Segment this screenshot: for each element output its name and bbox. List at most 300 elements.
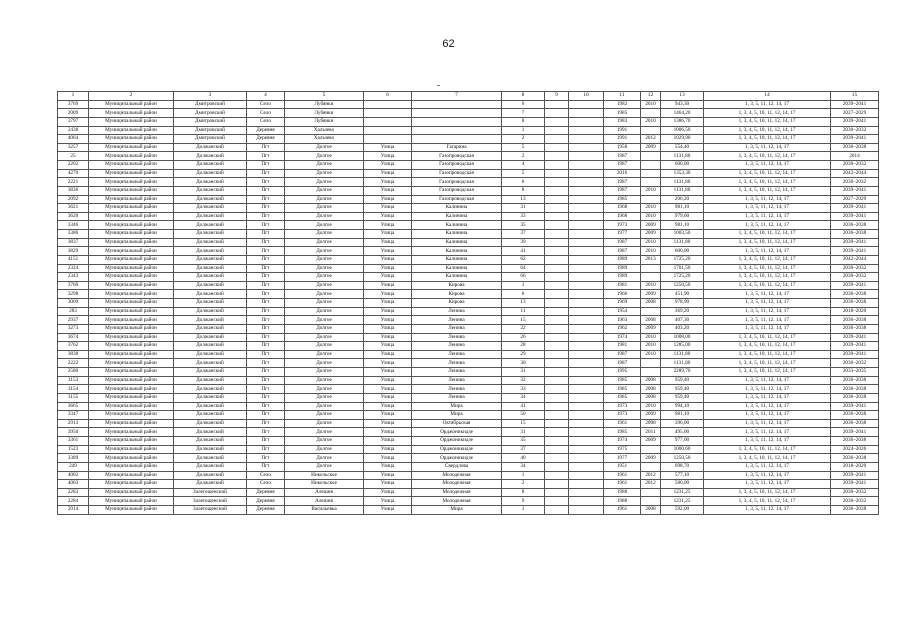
table-row bbox=[58, 143, 879, 152]
table-cell: 1, 3, 4, 5, 10, 11, 12, 14, 17 bbox=[704, 126, 831, 135]
table-cell: 2036–2038 bbox=[831, 143, 879, 152]
table-cell: 1951 bbox=[604, 462, 641, 471]
table-cell: Долгое bbox=[285, 428, 364, 437]
table-cell: 1974 bbox=[604, 437, 641, 446]
table-cell: 1968 bbox=[604, 212, 641, 221]
table-cell: 3836 bbox=[58, 186, 89, 195]
housing-register-table bbox=[57, 91, 879, 515]
table-cell: Муниципальный район bbox=[89, 376, 174, 385]
table-cell: 2010 bbox=[641, 204, 661, 213]
table-cell: 1, 3, 4, 5, 10, 11, 12, 14, 17 bbox=[704, 117, 831, 126]
table-cell: Муниципальный район bbox=[89, 221, 174, 230]
table-cell: 8 bbox=[502, 117, 545, 126]
table-cell: Ленина bbox=[412, 350, 502, 359]
table-cell: Долгое bbox=[285, 316, 364, 325]
table-cell: Село bbox=[247, 100, 285, 109]
table-cell: Должанский bbox=[174, 255, 247, 264]
table-cell: 13 bbox=[502, 299, 545, 308]
table-cell bbox=[545, 169, 569, 178]
table-cell: Ленина bbox=[412, 376, 502, 385]
table-cell: Калинина bbox=[412, 212, 502, 221]
table-cell bbox=[569, 454, 604, 463]
table-cell: Муниципальный район bbox=[89, 385, 174, 394]
table-cell bbox=[569, 135, 604, 144]
table-cell: Муниципальный район bbox=[89, 264, 174, 273]
table-cell: 3361 bbox=[58, 437, 89, 446]
table-cell: 592,00 bbox=[661, 506, 704, 515]
table-row bbox=[58, 480, 879, 489]
table-cell: Муниципальный район bbox=[89, 471, 174, 480]
table-cell: Пгт bbox=[247, 161, 285, 170]
table-cell: Улица bbox=[364, 342, 412, 351]
table-cell: 35 bbox=[502, 221, 545, 230]
table-cell: 37 bbox=[502, 230, 545, 239]
table-cell: Дмитровский bbox=[174, 100, 247, 109]
table-cell: Октябрьская bbox=[412, 419, 502, 428]
table-cell: Долгое bbox=[285, 186, 364, 195]
table-cell: 2039–2041 bbox=[831, 342, 879, 351]
table-cell: 2042–2044 bbox=[831, 169, 879, 178]
table-row bbox=[58, 324, 879, 333]
table-cell: Должанский bbox=[174, 428, 247, 437]
table-cell: 1, 3, 5, 11, 12, 14, 17 bbox=[704, 471, 831, 480]
table-cell: 1131,80 bbox=[661, 178, 704, 187]
table-cell bbox=[641, 109, 661, 118]
table-cell: 407,30 bbox=[661, 316, 704, 325]
table-cell: Улица bbox=[364, 212, 412, 221]
table-cell bbox=[641, 307, 661, 316]
table-cell: Улица bbox=[364, 169, 412, 178]
table-cell bbox=[545, 497, 569, 506]
table-cell: Муниципальный район bbox=[89, 324, 174, 333]
table-cell: 1987 bbox=[604, 161, 641, 170]
table-cell: 2030–2032 bbox=[831, 178, 879, 187]
table-cell: Орджоникидзе bbox=[412, 445, 502, 454]
table-row bbox=[58, 488, 879, 497]
table-cell: Муниципальный район bbox=[89, 316, 174, 325]
table-cell: 2024–2026 bbox=[831, 445, 879, 454]
table-cell: 22 bbox=[502, 324, 545, 333]
table-cell: Село bbox=[247, 117, 285, 126]
table-row bbox=[58, 290, 879, 299]
table-row bbox=[58, 462, 879, 471]
table-cell: 2324 bbox=[58, 264, 89, 273]
column-header: 14 bbox=[704, 92, 831, 101]
table-cell: 1, 3, 4, 5, 10, 11, 12, 14, 17 bbox=[704, 135, 831, 144]
table-cell: 283 bbox=[58, 307, 89, 316]
table-cell: Улица bbox=[364, 255, 412, 264]
table-cell: Долгое bbox=[285, 385, 364, 394]
table-cell bbox=[641, 126, 661, 135]
table-cell: Деревня bbox=[247, 126, 285, 135]
table-cell: Пгт bbox=[247, 178, 285, 187]
table-cell: 2036–2038 bbox=[831, 324, 879, 333]
table-cell bbox=[545, 506, 569, 515]
table-cell: 2914 bbox=[58, 506, 89, 515]
table-cell: 1 bbox=[502, 471, 545, 480]
table-cell: Улица bbox=[364, 428, 412, 437]
table-cell: Улица bbox=[364, 350, 412, 359]
table-row bbox=[58, 230, 879, 239]
table-cell bbox=[569, 307, 604, 316]
table-cell: 1985 bbox=[604, 428, 641, 437]
table-cell: Должанский bbox=[174, 359, 247, 368]
table-cell: Улица bbox=[364, 161, 412, 170]
table-cell: Улица bbox=[364, 195, 412, 204]
table-cell bbox=[412, 126, 502, 135]
table-cell bbox=[569, 117, 604, 126]
table-cell bbox=[569, 230, 604, 239]
table-cell: 2011 bbox=[641, 428, 661, 437]
table-cell: 1, 3, 4, 5, 10, 11, 12, 14, 17 bbox=[704, 152, 831, 161]
table-cell bbox=[545, 350, 569, 359]
table-cell bbox=[364, 117, 412, 126]
table-cell bbox=[545, 419, 569, 428]
table-cell: Муниципальный район bbox=[89, 290, 174, 299]
table-cell: 1250,50 bbox=[661, 454, 704, 463]
table-cell: 4270 bbox=[58, 169, 89, 178]
table-row bbox=[58, 437, 879, 446]
table-cell bbox=[641, 359, 661, 368]
table-cell: 1985 bbox=[604, 385, 641, 394]
table-cell: 1, 3, 5, 11, 12, 14, 17 bbox=[704, 161, 831, 170]
table-cell bbox=[569, 437, 604, 446]
table-cell: Улица bbox=[364, 204, 412, 213]
table-cell: Муниципальный район bbox=[89, 350, 174, 359]
table-cell: 1987 bbox=[604, 178, 641, 187]
table-cell: 2030–2032 bbox=[831, 497, 879, 506]
table-cell: 2036–2038 bbox=[831, 316, 879, 325]
table-cell bbox=[545, 411, 569, 420]
table-cell: 1000,60 bbox=[661, 445, 704, 454]
table-row bbox=[58, 350, 879, 359]
table-cell: Пгт bbox=[247, 462, 285, 471]
table-cell: 1, 3, 5, 11, 12, 14, 17 bbox=[704, 247, 831, 256]
table-cell: 34 bbox=[502, 393, 545, 402]
table-cell bbox=[545, 238, 569, 247]
table-cell: Улица bbox=[364, 376, 412, 385]
table-cell: 600,00 bbox=[661, 161, 704, 170]
table-cell: Пгт bbox=[247, 393, 285, 402]
column-header: 2 bbox=[89, 92, 174, 101]
table-cell bbox=[545, 117, 569, 126]
table-cell: Улица bbox=[364, 480, 412, 489]
table-cell: 1961 bbox=[604, 506, 641, 515]
table-cell: Муниципальный район bbox=[89, 402, 174, 411]
table-cell bbox=[545, 204, 569, 213]
column-header: 15 bbox=[831, 92, 879, 101]
table-cell: 580,00 bbox=[661, 480, 704, 489]
table-cell: 2010 bbox=[641, 238, 661, 247]
table-cell bbox=[569, 281, 604, 290]
table-cell bbox=[569, 255, 604, 264]
table-cell: Долгое bbox=[285, 247, 364, 256]
table-cell: 403,20 bbox=[661, 324, 704, 333]
table-cell: Пгт bbox=[247, 411, 285, 420]
table-cell bbox=[569, 212, 604, 221]
table-cell bbox=[569, 100, 604, 109]
table-cell: 1968 bbox=[604, 204, 641, 213]
table-cell: 1, 3, 5, 11, 12, 14, 17 bbox=[704, 221, 831, 230]
table-row bbox=[58, 342, 879, 351]
table-cell: 2009 bbox=[641, 324, 661, 333]
table-cell: Калинина bbox=[412, 247, 502, 256]
table-cell: 2937 bbox=[58, 316, 89, 325]
table-cell: 11 bbox=[502, 307, 545, 316]
table-cell: Должанский bbox=[174, 437, 247, 446]
table-cell: 1985 bbox=[604, 376, 641, 385]
table-cell bbox=[545, 212, 569, 221]
table-cell: 2039–2041 bbox=[831, 212, 879, 221]
table-cell: Пгт bbox=[247, 368, 285, 377]
table-cell: 2289,70 bbox=[661, 368, 704, 377]
table-cell: 1987 bbox=[604, 186, 641, 195]
table-cell: 1961 bbox=[604, 471, 641, 480]
table-cell bbox=[641, 152, 661, 161]
table-cell bbox=[569, 290, 604, 299]
table-cell: Пгт bbox=[247, 152, 285, 161]
table-cell: 1989 bbox=[604, 255, 641, 264]
table-row bbox=[58, 247, 879, 256]
table-cell bbox=[569, 376, 604, 385]
table-row bbox=[58, 109, 879, 118]
table-cell: 978,90 bbox=[661, 299, 704, 308]
table-row bbox=[58, 100, 879, 109]
table-cell: Пгт bbox=[247, 299, 285, 308]
table-cell: 2913 bbox=[58, 419, 89, 428]
table-cell: Муниципальный район bbox=[89, 238, 174, 247]
table-cell: 2 bbox=[502, 152, 545, 161]
table-cell: Ленина bbox=[412, 324, 502, 333]
table-cell: Муниципальный район bbox=[89, 281, 174, 290]
table-cell: Залегощенский bbox=[174, 506, 247, 515]
table-cell: 1977 bbox=[604, 230, 641, 239]
table-cell: 1003,50 bbox=[661, 230, 704, 239]
table-cell: Муниципальный район bbox=[89, 109, 174, 118]
table-cell: 2012 bbox=[641, 480, 661, 489]
table-cell: 1701,50 bbox=[661, 264, 704, 273]
table-cell bbox=[569, 368, 604, 377]
table-cell: 37 bbox=[502, 445, 545, 454]
table-cell: 1, 3, 4, 5, 10, 11, 12, 14, 17 bbox=[704, 497, 831, 506]
table-cell: 1, 3, 4, 5, 10, 11, 12, 14, 17 bbox=[704, 359, 831, 368]
table-cell: Должанский bbox=[174, 238, 247, 247]
table-cell: 29 bbox=[502, 350, 545, 359]
table-cell: 2010 bbox=[641, 342, 661, 351]
table-cell: 1, 3, 4, 5, 10, 11, 12, 14, 17 bbox=[704, 333, 831, 342]
table-cell: Пгт bbox=[247, 264, 285, 273]
table-cell: 3155 bbox=[58, 393, 89, 402]
table-cell: 6 bbox=[502, 100, 545, 109]
table-cell: Должанский bbox=[174, 186, 247, 195]
table-cell: Долгое bbox=[285, 195, 364, 204]
table-cell: 3347 bbox=[58, 411, 89, 420]
table-cell: 1988 bbox=[604, 497, 641, 506]
table-cell: Свердлова bbox=[412, 462, 502, 471]
table-cell: 249 bbox=[58, 462, 89, 471]
table-cell: Должанский bbox=[174, 316, 247, 325]
table-cell: Пгт bbox=[247, 307, 285, 316]
table-cell: 3837 bbox=[58, 238, 89, 247]
table-cell: Газопроводская bbox=[412, 195, 502, 204]
table-cell: Должанский bbox=[174, 281, 247, 290]
table-cell: 62 bbox=[502, 255, 545, 264]
table-cell bbox=[569, 488, 604, 497]
table-row bbox=[58, 368, 879, 377]
table-cell bbox=[569, 238, 604, 247]
table-cell: Орджоникидзе bbox=[412, 428, 502, 437]
table-cell: Улица bbox=[364, 333, 412, 342]
table-cell: Долгое bbox=[285, 376, 364, 385]
table-cell: Залегощенский bbox=[174, 497, 247, 506]
table-cell bbox=[545, 273, 569, 282]
table-cell bbox=[569, 161, 604, 170]
table-cell: Пгт bbox=[247, 437, 285, 446]
table-row bbox=[58, 402, 879, 411]
table-row bbox=[58, 385, 879, 394]
table-cell: 6 bbox=[502, 178, 545, 187]
table-cell: 1, 3, 4, 5, 10, 11, 12, 14, 17 bbox=[704, 264, 831, 273]
table-cell: Долгое bbox=[285, 350, 364, 359]
table-cell: Улица bbox=[364, 178, 412, 187]
table-cell bbox=[412, 100, 502, 109]
table-cell: 2010 bbox=[641, 212, 661, 221]
table-cell: Муниципальный район bbox=[89, 195, 174, 204]
table-cell: 959,40 bbox=[661, 385, 704, 394]
table-cell: 451,90 bbox=[661, 290, 704, 299]
table-cell: 33 bbox=[502, 212, 545, 221]
table-cell: Улица bbox=[364, 238, 412, 247]
table-cell: Улица bbox=[364, 385, 412, 394]
table-row bbox=[58, 281, 879, 290]
column-header: 13 bbox=[661, 92, 704, 101]
table-cell: 369,20 bbox=[661, 307, 704, 316]
table-cell bbox=[545, 385, 569, 394]
table-cell: 2018–2020 bbox=[831, 462, 879, 471]
table-cell bbox=[545, 186, 569, 195]
table-cell: 2042–2044 bbox=[831, 255, 879, 264]
table-cell bbox=[545, 333, 569, 342]
table-cell: 1 bbox=[502, 506, 545, 515]
table-cell: Муниципальный район bbox=[89, 506, 174, 515]
table-row bbox=[58, 333, 879, 342]
table-cell: Должанский bbox=[174, 247, 247, 256]
table-cell: Пгт bbox=[247, 402, 285, 411]
table-cell bbox=[545, 376, 569, 385]
table-cell: Село bbox=[247, 109, 285, 118]
table-cell bbox=[364, 126, 412, 135]
table-cell: Должанский bbox=[174, 350, 247, 359]
table-cell: Долгое bbox=[285, 307, 364, 316]
table-cell: Муниципальный район bbox=[89, 342, 174, 351]
table-cell: 2027–2029 bbox=[831, 195, 879, 204]
table-cell: 2039–2041 bbox=[831, 204, 879, 213]
table-cell bbox=[569, 299, 604, 308]
table-cell: 2039–2041 bbox=[831, 247, 879, 256]
table-cell: Долгое bbox=[285, 143, 364, 152]
table-cell: 1, 3, 4, 5, 10, 11, 12, 14, 17 bbox=[704, 368, 831, 377]
table-cell: Никольское bbox=[285, 480, 364, 489]
table-cell: Пгт bbox=[247, 273, 285, 282]
table-cell: 2009 bbox=[641, 290, 661, 299]
table-cell: Улица bbox=[364, 497, 412, 506]
table-row bbox=[58, 273, 879, 282]
table-cell: 1981 bbox=[604, 281, 641, 290]
table-cell: Пгт bbox=[247, 290, 285, 299]
table-cell: Деревня bbox=[247, 497, 285, 506]
column-header: 10 bbox=[569, 92, 604, 101]
table-cell: 1, 3, 4, 5, 10, 11, 12, 14, 17 bbox=[704, 445, 831, 454]
table-cell: Улица bbox=[364, 359, 412, 368]
table-cell: 2033–2035 bbox=[831, 368, 879, 377]
table-row bbox=[58, 454, 879, 463]
table-cell bbox=[569, 264, 604, 273]
table-cell bbox=[545, 126, 569, 135]
table-cell: 2030–2032 bbox=[831, 126, 879, 135]
table-cell: 1989 bbox=[604, 264, 641, 273]
table-cell: 2036–2038 bbox=[831, 393, 879, 402]
table-cell: 1977 bbox=[604, 454, 641, 463]
table-cell: Калинина bbox=[412, 255, 502, 264]
table-cell: 2283 bbox=[58, 488, 89, 497]
table-cell bbox=[569, 342, 604, 351]
table-cell: 2008 bbox=[641, 376, 661, 385]
table-cell: 1973 bbox=[604, 411, 641, 420]
table-cell: Муниципальный район bbox=[89, 117, 174, 126]
table-cell: Пгт bbox=[247, 204, 285, 213]
table-row bbox=[58, 411, 879, 420]
table-cell: Улица bbox=[364, 437, 412, 446]
table-cell bbox=[641, 169, 661, 178]
table-cell: 2222 bbox=[58, 359, 89, 368]
table-cell: Должанский bbox=[174, 264, 247, 273]
table-cell: Улица bbox=[364, 264, 412, 273]
table-cell: 2010 bbox=[641, 281, 661, 290]
table-cell: Улица bbox=[364, 152, 412, 161]
table-cell bbox=[545, 109, 569, 118]
table-cell: 2010 bbox=[641, 333, 661, 342]
table-cell: Газопроводская bbox=[412, 161, 502, 170]
table-cell: 2030–2032 bbox=[831, 359, 879, 368]
table-cell: 2039–2041 bbox=[831, 333, 879, 342]
table-cell: 1, 3, 5, 11, 12, 14, 17 bbox=[704, 506, 831, 515]
table-cell: 495,00 bbox=[661, 428, 704, 437]
table-cell: Пгт bbox=[247, 419, 285, 428]
table-cell: 1, 3, 4, 5, 10, 11, 12, 14, 17 bbox=[704, 454, 831, 463]
table-cell: 2009 bbox=[58, 109, 89, 118]
table-cell: Долгое bbox=[285, 437, 364, 446]
table-cell: Долгое bbox=[285, 290, 364, 299]
table-cell: 2092 bbox=[58, 195, 89, 204]
table-cell: Кирова bbox=[412, 299, 502, 308]
column-header: 12 bbox=[641, 92, 661, 101]
table-cell: Должанский bbox=[174, 393, 247, 402]
table-cell: 1131,80 bbox=[661, 152, 704, 161]
table-cell: Долгое bbox=[285, 402, 364, 411]
table-cell: 1958 bbox=[604, 143, 641, 152]
table-cell: Газопроводская bbox=[412, 178, 502, 187]
table-cell: 2039–2041 bbox=[831, 480, 879, 489]
table-cell bbox=[545, 368, 569, 377]
table-cell: 1, 3, 4, 5, 10, 11, 12, 14, 17 bbox=[704, 350, 831, 359]
table-cell: 1987 bbox=[604, 152, 641, 161]
table-cell: 1985 bbox=[604, 109, 641, 118]
table-cell: Дмитровский bbox=[174, 126, 247, 135]
table-cell: 2039–2041 bbox=[831, 117, 879, 126]
table-cell: 1989 bbox=[604, 273, 641, 282]
table-cell: 2036–2038 bbox=[831, 411, 879, 420]
table-cell: Должанский bbox=[174, 230, 247, 239]
